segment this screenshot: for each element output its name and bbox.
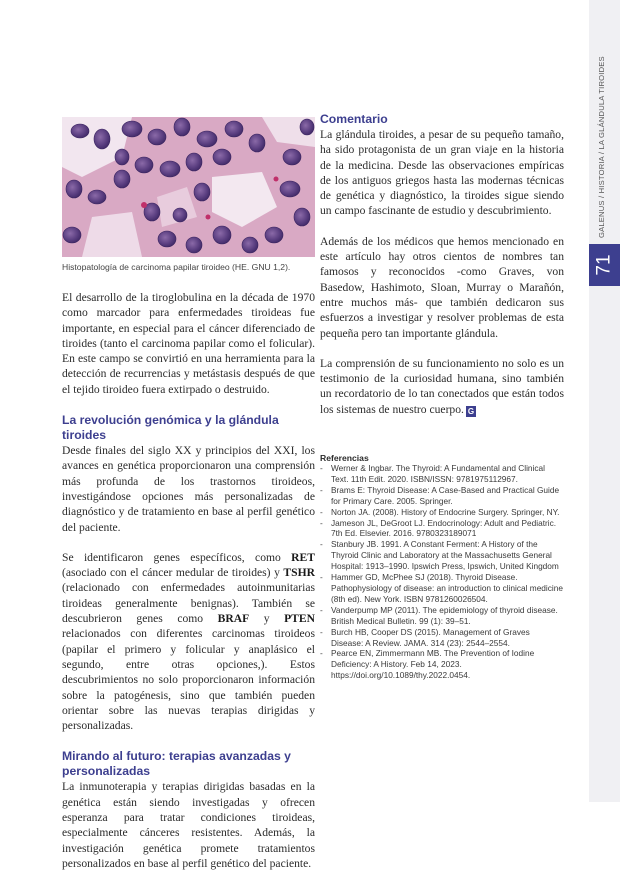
gene-tshr: TSHR (283, 566, 315, 580)
reference-item: - Hammer GD, McPhee SJ (2018). Thyroid Disease. Pathophysiology of disease: an introduction to clinical medicine (8th ed). New York. ISBN 9781260026504. (320, 572, 564, 605)
page-number: 71 (593, 254, 615, 276)
section-title-future: Mirando al futuro: terapias avanzadas y personalizadas (62, 749, 291, 779)
comment-paragraph-2: Además de los médicos que hemos mencionado en este artículo hay otros cientos de nombres tan famosos y reconocidos -como Graves, von Basedow, Hashimoto, Sloan, Murray o Marañón, entre muchos más- que también dedicaron sus esfuerzos a investigar y resolver problemas de esta pequeña pero tan importante glándula. (320, 234, 564, 340)
histopathology-image (62, 117, 315, 257)
reference-item: - Burch HB, Cooper DS (2015). Management of Graves Disease: A Review. JAMA. 314 (23): 2544–2554. (320, 627, 564, 649)
genomic-paragraph-2: Se identificaron genes específicos, como RET (asociado con el cáncer medular de tiroides) y TSHR (relacionado con enfermedades autoinmunitarias tiroideas generalmente benignas). También se descubrieron genes como BRAF y PTEN relacionados con diferentes carcinomas tiroideos (papilar el primero y folicular y anaplásico el segundo, entre otras opciones,). Estos descubrimientos no solo proporcionaron información sobre la patogénesis, sino que también pueden orientar sobre las nuevas terapias dirigidas y personalizadas. (62, 550, 315, 733)
reference-item: - Jameson JL, DeGroot LJ. Endocrinology: Adult and Pediatric. 7th Ed. Elsevier. 2016. 9780323189071 (320, 518, 564, 540)
genomic-paragraph-1: Desde finales del siglo XX y principios del XXI, los avances en genética proporcionaron una comprensión más profunda de los trastornos tiroideos, investigándose opciones más personalizadas de diagnóstico y de tratamiento en base al perfil genético del paciente. (62, 444, 315, 534)
section-title-genomic-revolution: La revolución genómica y la glándula tiroides (62, 413, 279, 443)
reference-item: - Vanderpump MP (2011). The epidemiology of thyroid disease. British Medical Bulletin. 99 (1): 39–51. (320, 605, 564, 627)
reference-item: - Pearce EN, Zimmermann MB. The Prevention of Iodine Deficiency: A History. Feb 14, 2023. https://doi.org/10.1089/thy.2022.0454. (320, 648, 564, 681)
comment-paragraph-1: La glándula tiroides, a pesar de su pequeño tamaño, ha sido protagonista de un gran viaje en la historia de la medicina. Desde las observaciones empíricas de los antiguos griegos hasta las modernas técnicas de genética y diagnóstico, la tiroides sigue siendo un campo fascinante de estudio y descubrimiento. (320, 128, 564, 218)
comment-title: Comentario (320, 112, 388, 126)
running-head: GALENUS / HISTORIA / LA GLÁNDULA TIROIDES (597, 56, 606, 238)
page-number-tab (589, 244, 620, 286)
references-section (320, 453, 564, 681)
gene-ret: RET (291, 550, 315, 564)
end-mark-logo: G (467, 406, 475, 416)
comment-paragraph-3: La comprensión de su funcionamiento no solo es un testimonio de la curiosidad humana, sino también un recordatorio de lo tan conectados que están todos los sistemas de nuestro cuerpo. G (320, 356, 564, 416)
gene-pten: PTEN (284, 612, 315, 626)
gene-braf: BRAF (217, 612, 250, 626)
reference-item: - Stanbury JB. 1991. A Constant Ferment: A History of the Thyroid Clinic and Laboratory at the Massachusetts General Hospital: 1913–1990. Ipswich Press, Ipswich, United Kingdom (320, 539, 564, 572)
reference-item: - Norton JA. (2008). History of Endocrine Surgery. Springer, NY. (320, 507, 564, 518)
references-list (320, 463, 564, 681)
figure-caption: Histopatología de carcinoma papilar tiroideo (HE. GNU 1,2). (62, 262, 291, 272)
future-paragraph: La inmunoterapia y terapias dirigidas basadas en la genética están siendo investigadas y ofrecen esperanza para tratar condiciones tiroideas, especialmente cánceres resistentes. Además, la investigación genética promete tratamientos personalizados en base al perfil genético del paciente. (62, 780, 315, 870)
references-title: Referencias (320, 453, 369, 464)
reference-item: - Werner & Ingbar. The Thyroid: A Fundamental and Clinical Text. 11th Edit. 2020. ISBN/ISSN: 9781975112967. (320, 463, 564, 485)
intro-paragraph: El desarrollo de la tiroglobulina en la década de 1970 como marcador para enfermedades tiroideas fue importante, en especial para el cáncer diferenciado de tiroides (tanto el carcinoma papilar como el folicular). En este campo se convirtió en una herramienta para la detección de recurrencias y metástasis después de que el tejido tiroideo fuera extirpado o destruido. (62, 291, 315, 396)
reference-item: - Brams E: Thyroid Disease: A Case-Based and Practical Guide for Primary Care. 2005. Springer. (320, 485, 564, 507)
